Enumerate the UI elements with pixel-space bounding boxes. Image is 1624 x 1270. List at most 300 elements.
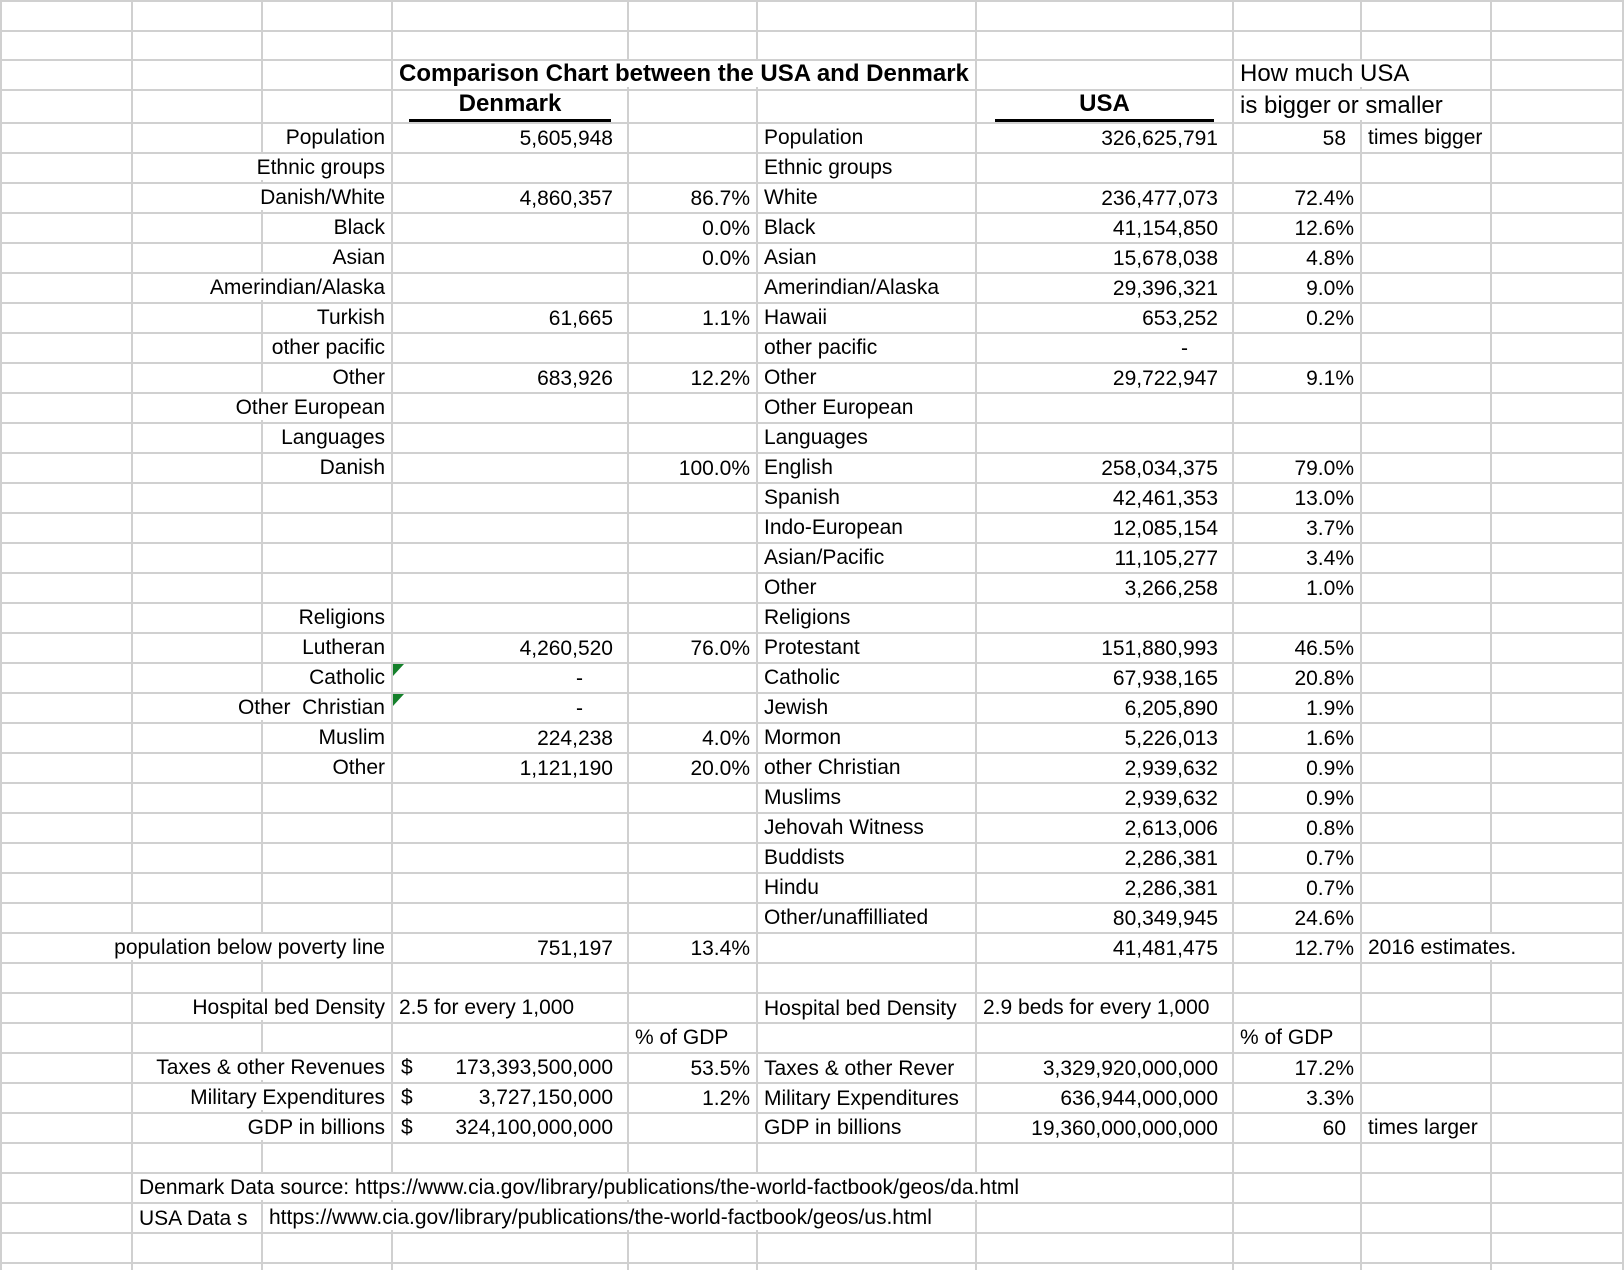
cell-G20[interactable] <box>977 574 1234 604</box>
cell-J7[interactable] <box>1492 184 1624 214</box>
cell-A11[interactable] <box>2 304 133 334</box>
cell-H42[interactable] <box>1234 1234 1362 1264</box>
cell-G28[interactable] <box>977 814 1234 844</box>
cell-C1[interactable] <box>263 2 393 32</box>
cell-B26[interactable] <box>133 754 263 784</box>
cell-G27[interactable] <box>977 784 1234 814</box>
cell-A14[interactable] <box>2 394 133 424</box>
cell-A34[interactable] <box>2 994 133 1024</box>
cell-G1[interactable] <box>977 2 1234 32</box>
cell-J3[interactable] <box>1492 61 1624 91</box>
cell-E22[interactable] <box>629 634 758 664</box>
cell-G36[interactable] <box>977 1054 1234 1084</box>
cell-F12[interactable] <box>758 334 977 364</box>
cell-C43[interactable] <box>263 1264 393 1270</box>
cell-F32[interactable] <box>758 934 977 964</box>
cell-H11[interactable] <box>1234 304 1362 334</box>
cell-H17[interactable] <box>1234 484 1362 514</box>
cell-F19[interactable] <box>758 544 977 574</box>
cell-I11[interactable] <box>1362 304 1492 334</box>
cell-E35[interactable] <box>629 1024 758 1054</box>
cell-H29[interactable] <box>1234 844 1362 874</box>
cell-H14[interactable] <box>1234 394 1362 424</box>
cell-B42[interactable] <box>133 1234 263 1264</box>
cell-G5[interactable] <box>977 124 1234 154</box>
cell-J35[interactable] <box>1492 1024 1624 1054</box>
cell-G25[interactable] <box>977 724 1234 754</box>
cell-D18[interactable] <box>393 514 629 544</box>
cell-H38[interactable] <box>1234 1114 1362 1144</box>
cell-G31[interactable] <box>977 904 1234 934</box>
cell-G23[interactable] <box>977 664 1234 694</box>
cell-J2[interactable] <box>1492 32 1624 61</box>
cell-F34[interactable] <box>758 994 977 1024</box>
cell-A1[interactable] <box>2 2 133 32</box>
cell-G3[interactable] <box>977 61 1234 91</box>
cell-G9[interactable] <box>977 244 1234 274</box>
cell-I38[interactable] <box>1362 1114 1492 1144</box>
cell-C28[interactable] <box>263 814 393 844</box>
cell-G15[interactable] <box>977 424 1234 454</box>
cell-D21[interactable] <box>393 604 629 634</box>
cell-G24[interactable] <box>977 694 1234 724</box>
cell-B22[interactable] <box>133 634 263 664</box>
cell-E12[interactable] <box>629 334 758 364</box>
cell-A41[interactable] <box>2 1204 133 1234</box>
cell-D16[interactable] <box>393 454 629 484</box>
cell-C14[interactable] <box>235 394 393 424</box>
cell-J10[interactable] <box>1492 274 1624 304</box>
cell-A16[interactable] <box>2 454 133 484</box>
cell-G7[interactable] <box>977 184 1234 214</box>
cell-J12[interactable] <box>1492 334 1624 364</box>
cell-A27[interactable] <box>2 784 133 814</box>
cell-D28[interactable] <box>393 814 629 844</box>
cell-G26[interactable] <box>977 754 1234 784</box>
cell-E26[interactable] <box>629 754 758 784</box>
cell-A5[interactable] <box>2 124 133 154</box>
cell-A22[interactable] <box>2 634 133 664</box>
cell-B5[interactable] <box>133 124 263 154</box>
cell-I12[interactable] <box>1362 334 1492 364</box>
cell-C19[interactable] <box>263 544 393 574</box>
cell-C42[interactable] <box>263 1234 393 1264</box>
cell-C5[interactable] <box>263 124 393 154</box>
cell-J15[interactable] <box>1492 424 1624 454</box>
cell-F10[interactable] <box>758 274 977 304</box>
cell-I35[interactable] <box>1362 1024 1492 1054</box>
cell-I28[interactable] <box>1362 814 1492 844</box>
cell-E4[interactable] <box>629 91 758 124</box>
cell-J25[interactable] <box>1492 724 1624 754</box>
cell-J21[interactable] <box>1492 604 1624 634</box>
cell-I1[interactable] <box>1362 2 1492 32</box>
cell-H24[interactable] <box>1234 694 1362 724</box>
cell-J16[interactable] <box>1492 454 1624 484</box>
cell-J30[interactable] <box>1492 874 1624 904</box>
cell-G33[interactable] <box>977 964 1234 994</box>
cell-E24[interactable] <box>629 694 758 724</box>
cell-D6[interactable] <box>393 154 629 184</box>
cell-C25[interactable] <box>263 724 393 754</box>
cell-G13[interactable] <box>977 364 1234 394</box>
cell-D11[interactable] <box>393 304 629 334</box>
cell-E33[interactable] <box>629 964 758 994</box>
cell-D10[interactable] <box>393 274 629 304</box>
cell-H33[interactable] <box>1234 964 1362 994</box>
cell-A36[interactable] <box>2 1054 133 1084</box>
cell-F20[interactable] <box>758 574 977 604</box>
cell-D25[interactable] <box>393 724 629 754</box>
cell-A7[interactable] <box>2 184 133 214</box>
cell-J29[interactable] <box>1492 844 1624 874</box>
cell-A18[interactable] <box>2 514 133 544</box>
cell-J14[interactable] <box>1492 394 1624 424</box>
cell-J31[interactable] <box>1492 904 1624 934</box>
cell-C33[interactable] <box>263 964 393 994</box>
cell-A31[interactable] <box>2 904 133 934</box>
cell-C2[interactable] <box>263 32 393 61</box>
cell-B31[interactable] <box>133 904 263 934</box>
cell-H30[interactable] <box>1234 874 1362 904</box>
cell-B38[interactable] <box>133 1114 263 1144</box>
cell-G39[interactable] <box>977 1144 1234 1174</box>
cell-F26[interactable] <box>758 754 977 784</box>
cell-E10[interactable] <box>629 274 758 304</box>
cell-D36[interactable] <box>393 1054 629 1084</box>
cell-A6[interactable] <box>2 154 133 184</box>
cell-J5[interactable] <box>1492 124 1624 154</box>
cell-B17[interactable] <box>133 484 263 514</box>
cell-G2[interactable] <box>977 32 1234 61</box>
cell-I31[interactable] <box>1362 904 1492 934</box>
cell-I7[interactable] <box>1362 184 1492 214</box>
cell-H13[interactable] <box>1234 364 1362 394</box>
cell-A33[interactable] <box>2 964 133 994</box>
cell-D38[interactable] <box>393 1114 629 1144</box>
cell-A29[interactable] <box>2 844 133 874</box>
cell-A26[interactable] <box>2 754 133 784</box>
cell-F5[interactable] <box>758 124 977 154</box>
cell-A35[interactable] <box>2 1024 133 1054</box>
cell-E15[interactable] <box>629 424 758 454</box>
cell-J33[interactable] <box>1492 964 1624 994</box>
cell-E18[interactable] <box>629 514 758 544</box>
cell-B20[interactable] <box>133 574 263 604</box>
cell-A21[interactable] <box>2 604 133 634</box>
cell-I23[interactable] <box>1362 664 1492 694</box>
cell-G18[interactable] <box>977 514 1234 544</box>
cell-D4[interactable] <box>393 91 629 124</box>
cell-A13[interactable] <box>2 364 133 394</box>
cell-F9[interactable] <box>758 244 977 274</box>
cell-F6[interactable] <box>758 154 977 184</box>
cell-J26[interactable] <box>1492 754 1624 784</box>
cell-C16[interactable] <box>263 454 393 484</box>
cell-G35[interactable] <box>977 1024 1234 1054</box>
cell-I39[interactable] <box>1362 1144 1492 1174</box>
cell-H1[interactable] <box>1234 2 1362 32</box>
cell-D15[interactable] <box>393 424 629 454</box>
cell-D14[interactable] <box>393 394 629 424</box>
cell-A43[interactable] <box>2 1264 133 1270</box>
cell-G32[interactable] <box>977 934 1234 964</box>
cell-F43[interactable] <box>758 1264 977 1270</box>
cell-H35[interactable] <box>1234 1024 1362 1054</box>
cell-D33[interactable] <box>393 964 629 994</box>
cell-H12[interactable] <box>1234 334 1362 364</box>
cell-F25[interactable] <box>758 724 977 754</box>
cell-I16[interactable] <box>1362 454 1492 484</box>
cell-E19[interactable] <box>629 544 758 574</box>
cell-C18[interactable] <box>263 514 393 544</box>
cell-J19[interactable] <box>1492 544 1624 574</box>
cell-B41[interactable] <box>133 1204 263 1234</box>
cell-I34[interactable] <box>1362 994 1492 1024</box>
cell-I13[interactable] <box>1362 364 1492 394</box>
cell-C24[interactable] <box>237 694 393 724</box>
cell-E17[interactable] <box>629 484 758 514</box>
cell-I29[interactable] <box>1362 844 1492 874</box>
cell-D12[interactable] <box>393 334 629 364</box>
cell-F2[interactable] <box>758 32 977 61</box>
cell-D7[interactable] <box>393 184 629 214</box>
cell-F8[interactable] <box>758 214 977 244</box>
cell-J8[interactable] <box>1492 214 1624 244</box>
cell-C31[interactable] <box>263 904 393 934</box>
cell-E27[interactable] <box>629 784 758 814</box>
cell-G37[interactable] <box>977 1084 1234 1114</box>
cell-I25[interactable] <box>1362 724 1492 754</box>
cell-C21[interactable] <box>263 604 393 634</box>
cell-F39[interactable] <box>758 1144 977 1174</box>
cell-I22[interactable] <box>1362 634 1492 664</box>
cell-I26[interactable] <box>1362 754 1492 784</box>
cell-E43[interactable] <box>629 1264 758 1270</box>
cell-A23[interactable] <box>2 664 133 694</box>
cell-E30[interactable] <box>629 874 758 904</box>
cell-D39[interactable] <box>393 1144 629 1174</box>
cell-H20[interactable] <box>1234 574 1362 604</box>
cell-G4[interactable] <box>977 91 1234 124</box>
cell-C35[interactable] <box>263 1024 393 1054</box>
cell-F1[interactable] <box>758 2 977 32</box>
cell-E21[interactable] <box>629 604 758 634</box>
cell-H6[interactable] <box>1234 154 1362 184</box>
cell-F30[interactable] <box>758 874 977 904</box>
cell-F14[interactable] <box>758 394 977 424</box>
cell-J40[interactable] <box>1492 1174 1624 1204</box>
cell-G17[interactable] <box>977 484 1234 514</box>
cell-B21[interactable] <box>133 604 263 634</box>
cell-D29[interactable] <box>393 844 629 874</box>
cell-B40[interactable] <box>133 1174 1020 1204</box>
cell-C3[interactable] <box>263 61 393 91</box>
cell-I33[interactable] <box>1362 964 1492 994</box>
cell-I27[interactable] <box>1362 784 1492 814</box>
cell-F16[interactable] <box>758 454 977 484</box>
cell-I43[interactable] <box>1362 1264 1492 1270</box>
cell-D43[interactable] <box>393 1264 629 1270</box>
cell-E38[interactable] <box>629 1114 758 1144</box>
cell-F17[interactable] <box>758 484 977 514</box>
cell-A3[interactable] <box>2 61 133 91</box>
cell-A24[interactable] <box>2 694 133 724</box>
cell-J39[interactable] <box>1492 1144 1624 1174</box>
cell-B8[interactable] <box>133 214 263 244</box>
cell-D20[interactable] <box>393 574 629 604</box>
cell-A30[interactable] <box>2 874 133 904</box>
cell-E1[interactable] <box>629 2 758 32</box>
cell-C8[interactable] <box>263 214 393 244</box>
cell-F11[interactable] <box>758 304 977 334</box>
cell-H21[interactable] <box>1234 604 1362 634</box>
cell-G10[interactable] <box>977 274 1234 304</box>
cell-H18[interactable] <box>1234 514 1362 544</box>
cell-F15[interactable] <box>758 424 977 454</box>
cell-J20[interactable] <box>1492 574 1624 604</box>
cell-B13[interactable] <box>133 364 263 394</box>
cell-D32[interactable] <box>393 934 629 964</box>
cell-A15[interactable] <box>2 424 133 454</box>
cell-D34[interactable] <box>393 994 629 1024</box>
cell-G29[interactable] <box>977 844 1234 874</box>
cell-E29[interactable] <box>629 844 758 874</box>
cell-D27[interactable] <box>393 784 629 814</box>
cell-A17[interactable] <box>2 484 133 514</box>
cell-B19[interactable] <box>133 544 263 574</box>
cell-B29[interactable] <box>133 844 263 874</box>
cell-G42[interactable] <box>977 1234 1234 1264</box>
cell-J4[interactable] <box>1492 91 1624 124</box>
cell-C10[interactable] <box>209 274 393 304</box>
cell-C37[interactable] <box>190 1084 393 1114</box>
cell-G43[interactable] <box>977 1264 1234 1270</box>
cell-B4[interactable] <box>133 91 263 124</box>
cell-B43[interactable] <box>133 1264 263 1270</box>
cell-B27[interactable] <box>133 784 263 814</box>
cell-E8[interactable] <box>629 214 758 244</box>
cell-D31[interactable] <box>393 904 629 934</box>
cell-B18[interactable] <box>133 514 263 544</box>
cell-C11[interactable] <box>263 304 393 334</box>
cell-F38[interactable] <box>758 1114 977 1144</box>
cell-F22[interactable] <box>758 634 977 664</box>
cell-E9[interactable] <box>629 244 758 274</box>
cell-I30[interactable] <box>1362 874 1492 904</box>
cell-C39[interactable] <box>263 1144 393 1174</box>
cell-C7[interactable] <box>260 184 393 214</box>
cell-F28[interactable] <box>758 814 977 844</box>
cell-J13[interactable] <box>1492 364 1624 394</box>
cell-H32[interactable] <box>1234 934 1362 964</box>
cell-A10[interactable] <box>2 274 133 304</box>
cell-E7[interactable] <box>629 184 758 214</box>
cell-H10[interactable] <box>1234 274 1362 304</box>
cell-F7[interactable] <box>758 184 977 214</box>
cell-H37[interactable] <box>1234 1084 1362 1114</box>
cell-J37[interactable] <box>1492 1084 1624 1114</box>
cell-I19[interactable] <box>1362 544 1492 574</box>
cell-E25[interactable] <box>629 724 758 754</box>
cell-F21[interactable] <box>758 604 977 634</box>
cell-F27[interactable] <box>758 784 977 814</box>
cell-B30[interactable] <box>133 874 263 904</box>
cell-F23[interactable] <box>758 664 977 694</box>
cell-E39[interactable] <box>629 1144 758 1174</box>
cell-E32[interactable] <box>629 934 758 964</box>
cell-E31[interactable] <box>629 904 758 934</box>
cell-G12[interactable] <box>977 334 1234 364</box>
cell-D9[interactable] <box>393 244 629 274</box>
cell-F42[interactable] <box>758 1234 977 1264</box>
cell-H3[interactable] <box>1234 60 1410 91</box>
cell-E42[interactable] <box>629 1234 758 1264</box>
cell-A42[interactable] <box>2 1234 133 1264</box>
cell-I40[interactable] <box>1362 1174 1492 1204</box>
cell-D5[interactable] <box>393 124 629 154</box>
cell-G8[interactable] <box>977 214 1234 244</box>
cell-J22[interactable] <box>1492 634 1624 664</box>
cell-J36[interactable] <box>1492 1054 1624 1084</box>
cell-F35[interactable] <box>758 1024 977 1054</box>
cell-A40[interactable] <box>2 1174 133 1204</box>
cell-D30[interactable] <box>393 874 629 904</box>
cell-A28[interactable] <box>2 814 133 844</box>
cell-J18[interactable] <box>1492 514 1624 544</box>
cell-I36[interactable] <box>1362 1054 1492 1084</box>
cell-C9[interactable] <box>263 244 393 274</box>
cell-B12[interactable] <box>133 334 263 364</box>
cell-F18[interactable] <box>758 514 977 544</box>
cell-I41[interactable] <box>1362 1204 1492 1234</box>
cell-J34[interactable] <box>1492 994 1624 1024</box>
cell-H9[interactable] <box>1234 244 1362 274</box>
cell-B15[interactable] <box>133 424 263 454</box>
cell-D8[interactable] <box>393 214 629 244</box>
cell-E5[interactable] <box>629 124 758 154</box>
cell-H31[interactable] <box>1234 904 1362 934</box>
cell-C26[interactable] <box>263 754 393 784</box>
cell-C27[interactable] <box>263 784 393 814</box>
cell-I20[interactable] <box>1362 574 1492 604</box>
cell-D23[interactable] <box>393 664 629 694</box>
cell-C17[interactable] <box>263 484 393 514</box>
cell-E14[interactable] <box>629 394 758 424</box>
cell-J27[interactable] <box>1492 784 1624 814</box>
cell-G41[interactable] <box>977 1204 1234 1234</box>
cell-B7[interactable] <box>133 184 263 214</box>
cell-I10[interactable] <box>1362 274 1492 304</box>
cell-I6[interactable] <box>1362 154 1492 184</box>
cell-J11[interactable] <box>1492 304 1624 334</box>
cell-E20[interactable] <box>629 574 758 604</box>
cell-B35[interactable] <box>133 1024 263 1054</box>
cell-A2[interactable] <box>2 32 133 61</box>
cell-H39[interactable] <box>1234 1144 1362 1174</box>
cell-A4[interactable] <box>2 91 133 124</box>
cell-I24[interactable] <box>1362 694 1492 724</box>
cell-D24[interactable] <box>393 694 629 724</box>
cell-J9[interactable] <box>1492 244 1624 274</box>
cell-G14[interactable] <box>977 394 1234 424</box>
cell-C4[interactable] <box>263 91 393 124</box>
cell-H4[interactable] <box>1234 91 1443 124</box>
cell-D26[interactable] <box>393 754 629 784</box>
cell-J41[interactable] <box>1492 1204 1624 1234</box>
cell-H23[interactable] <box>1234 664 1362 694</box>
cell-B25[interactable] <box>133 724 263 754</box>
